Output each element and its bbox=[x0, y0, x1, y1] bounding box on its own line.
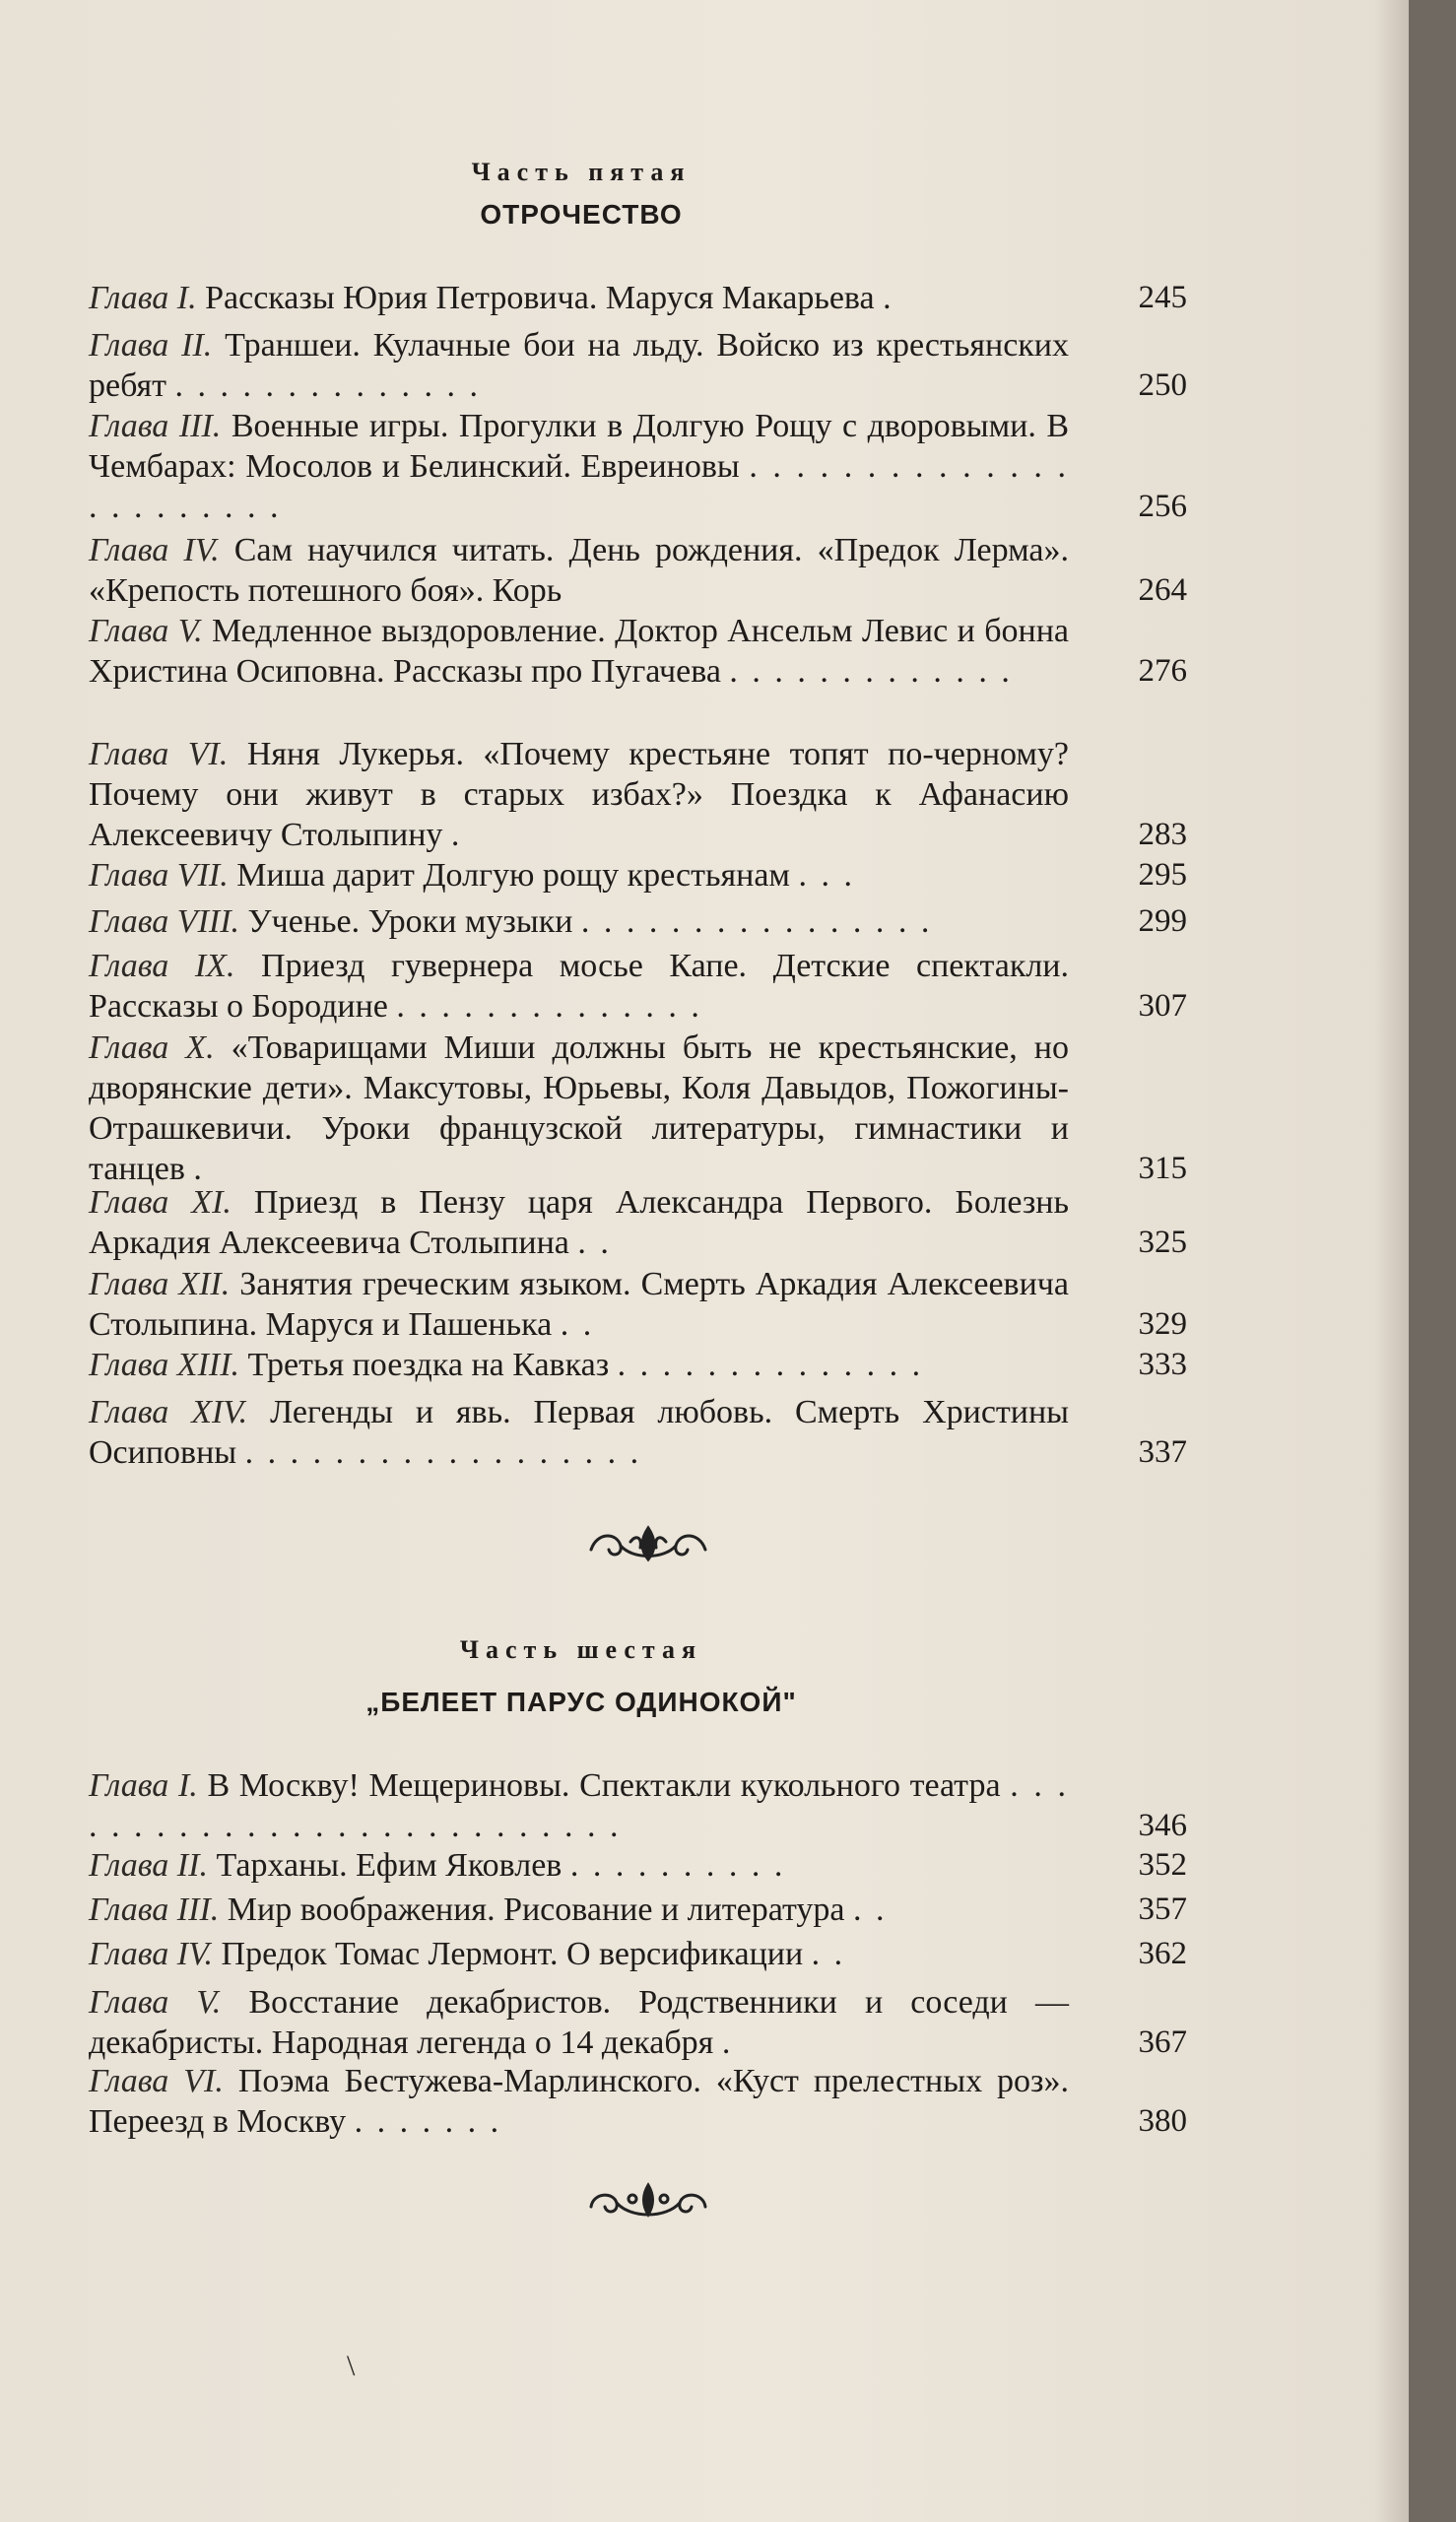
page-number: 256 bbox=[1138, 489, 1187, 524]
chapter-title: Занятия греческим языком. Смерть Аркадия Алексеевича Столыпина. Маруся и Пашенька bbox=[89, 1266, 1069, 1343]
part-six-label: Часть шестая bbox=[459, 1635, 703, 1664]
page-number: 362 bbox=[1138, 1936, 1187, 1971]
chapter-label: Глава XIII. bbox=[89, 1347, 240, 1383]
toc-entry[interactable] bbox=[89, 1765, 1187, 1846]
dot-leader: . . . . . . . . . . . . . . . . bbox=[580, 903, 933, 940]
dot-leader: . bbox=[193, 1151, 205, 1187]
chapter-label: Глава I. bbox=[89, 280, 197, 316]
chapter-title: Легенды и явь. Первая любовь. Смерть Христины Осиповны bbox=[89, 1394, 1070, 1471]
page-number: 346 bbox=[1138, 1808, 1187, 1843]
toc-entry[interactable] bbox=[89, 1028, 1187, 1189]
toc-entry[interactable] bbox=[89, 901, 1187, 942]
chapter-label: Глава VIII. bbox=[89, 903, 240, 940]
toc-entry[interactable] bbox=[89, 611, 1187, 692]
chapter-label: Глава X. bbox=[89, 1029, 215, 1066]
page-number: 352 bbox=[1138, 1847, 1187, 1883]
page-number: 250 bbox=[1138, 367, 1187, 403]
chapter-title: Приезд в Пензу царя Александра Первого. Болезнь Аркадия Алексеевича Столыпина bbox=[89, 1184, 1069, 1261]
dot-leader: . . . . . . . . . . . . . . bbox=[396, 988, 702, 1025]
toc-entry[interactable] bbox=[89, 1264, 1187, 1345]
chapter-label: Глава III. bbox=[89, 408, 222, 444]
chapter-title: Тарханы. Ефим Яковлев bbox=[216, 1847, 563, 1884]
dot-leader: . . bbox=[811, 1936, 846, 1972]
page-number: 337 bbox=[1138, 1434, 1187, 1470]
page-number: 276 bbox=[1138, 653, 1187, 689]
page-number: 295 bbox=[1138, 857, 1187, 893]
chapter-label: Глава VI. bbox=[89, 736, 229, 772]
dot-leader: . . . . . . . . . . bbox=[569, 1847, 786, 1884]
toc-entry[interactable] bbox=[89, 734, 1187, 855]
chapter-label: Глава V. bbox=[89, 613, 203, 649]
toc-entry[interactable] bbox=[89, 946, 1187, 1027]
part-six-heading bbox=[89, 1635, 1074, 1718]
part-five-title: ОТРОЧЕСТВО bbox=[480, 199, 683, 230]
dot-leader: . . . . . . . . . . . . . . . . . . . . . . . . . . . bbox=[89, 1767, 1070, 1844]
part-five-heading bbox=[89, 158, 1074, 231]
toc-entry[interactable] bbox=[89, 855, 1187, 896]
chapter-title: Третья поездка на Кавказ bbox=[247, 1347, 610, 1383]
page-number: 299 bbox=[1138, 903, 1187, 939]
chapter-title: «Товарищами Миши должны быть не крестьянские, но дворянские дети». Максутовы, Юрьевы, Коля Давыдов, Пожогины-Отрашкевичи. Уроки французской литературы, гимнастики и танцев bbox=[89, 1029, 1069, 1187]
part-six-title: „БЕЛЕЕТ ПАРУС ОДИНОКОЙ" bbox=[365, 1687, 797, 1717]
chapter-label: Глава XII. bbox=[89, 1266, 231, 1302]
chapter-title: Военные игры. Прогулки в Долгую Рощу с дворовыми. В Чембарах: Мосолов и Белинский. Евреиновы bbox=[89, 408, 1070, 485]
page-number: 283 bbox=[1138, 817, 1187, 852]
toc-entry[interactable] bbox=[89, 2061, 1187, 2142]
dot-leader: . . bbox=[852, 1892, 888, 1928]
chapter-label: Глава V. bbox=[89, 1984, 222, 2021]
chapter-label: Глава IV. bbox=[89, 532, 220, 568]
chapter-title: Приезд гувернера мосье Капе. Детские спектакли. Рассказы о Бородине bbox=[89, 948, 1069, 1025]
dot-leader: . . . bbox=[798, 857, 855, 894]
chapter-title: Поэма Бестужева-Марлинского. «Куст прелестных роз». Переезд в Москву bbox=[89, 2063, 1069, 2140]
chapter-label: Глава II. bbox=[89, 327, 213, 364]
dot-leader: . bbox=[450, 817, 463, 853]
chapter-label: Глава III. bbox=[89, 1892, 220, 1928]
dot-leader: . . bbox=[577, 1225, 612, 1261]
chapter-label: Глава VII. bbox=[89, 857, 229, 894]
chapter-title: Мир воображения. Рисование и литература bbox=[227, 1892, 845, 1928]
page-number: 357 bbox=[1138, 1892, 1187, 1927]
chapter-title: В Москву! Мещериновы. Спектакли кукольного театра bbox=[207, 1767, 1001, 1804]
toc-entry[interactable] bbox=[89, 1182, 1187, 1263]
chapter-label: Глава XI. bbox=[89, 1184, 232, 1221]
page-number: 315 bbox=[1138, 1151, 1187, 1186]
dot-leader: . . bbox=[560, 1306, 595, 1343]
chapter-label: Глава XIV. bbox=[89, 1394, 248, 1430]
part-five-label: Часть пятая bbox=[471, 158, 692, 186]
toc-entry[interactable] bbox=[89, 1890, 1187, 1930]
ornament-vignette bbox=[583, 2179, 713, 2226]
toc-entry[interactable] bbox=[89, 325, 1187, 406]
toc-entry[interactable] bbox=[89, 1392, 1187, 1473]
chapter-label: Глава IX. bbox=[89, 948, 235, 984]
dot-leader: . bbox=[721, 2024, 734, 2061]
page-number: 325 bbox=[1138, 1225, 1187, 1260]
dot-leader: . . . . . . . . . . . . . . . . . . bbox=[244, 1434, 642, 1471]
page-number: 367 bbox=[1138, 2024, 1187, 2060]
toc-entry[interactable] bbox=[89, 1345, 1187, 1385]
dot-leader: . . . . . . . . . . . . . . bbox=[617, 1347, 924, 1383]
toc-entry[interactable] bbox=[89, 278, 1187, 318]
chapter-label: Глава II. bbox=[89, 1847, 208, 1884]
chapter-title: Восстание декабристов. Родственники и соседи — декабристы. Народная легенда о 14 декабря bbox=[89, 1984, 1069, 2061]
page-number: 245 bbox=[1138, 280, 1187, 315]
toc-entry[interactable] bbox=[89, 1934, 1187, 1974]
dot-leader: . . . . . . . bbox=[354, 2103, 502, 2140]
page-number: 333 bbox=[1138, 1347, 1187, 1382]
chapter-title: Сам научился читать. День рождения. «Предок Лерма». «Крепость потешного боя». Корь bbox=[89, 532, 1069, 609]
toc-entry[interactable] bbox=[89, 1845, 1187, 1886]
dot-leader: . . . . . . . . . . . . . . . . . . . . . . . bbox=[89, 448, 1069, 525]
toc-entry[interactable] bbox=[89, 406, 1187, 527]
dot-leader: . . . . . . . . . . . . . bbox=[729, 653, 1013, 690]
page-number: 264 bbox=[1138, 572, 1187, 608]
chapter-title: Траншеи. Кулачные бои на льду. Войско из крестьянских ребят bbox=[89, 327, 1069, 404]
chapter-label: Глава VI. bbox=[89, 2063, 224, 2099]
ornament-vignette bbox=[583, 1520, 713, 1567]
toc-entry[interactable] bbox=[89, 530, 1187, 611]
chapter-title: Миша дарит Долгую рощу крестьянам bbox=[236, 857, 790, 894]
chapter-label: Глава IV. bbox=[89, 1936, 214, 1972]
chapter-title: Предок Томас Лермонт. О версификации bbox=[221, 1936, 804, 1972]
chapter-title: Няня Лукерья. «Почему крестьяне топят по-черному? Почему они живут в старых избах?» Поездка к Афанасию Алексеевичу Столыпину bbox=[89, 736, 1069, 853]
chapter-title: Ученье. Уроки музыки bbox=[247, 903, 573, 940]
chapter-label: Глава I. bbox=[89, 1767, 198, 1804]
chapter-title: Медленное выздоровление. Доктор Ансельм Левис и бонна Христина Осиповна. Рассказы про Пугачева bbox=[89, 613, 1070, 690]
page-number: 329 bbox=[1138, 1306, 1187, 1342]
page-number: 380 bbox=[1138, 2103, 1187, 2139]
ink-mark: \ bbox=[347, 2350, 356, 2382]
page-fold-shadow bbox=[1374, 0, 1409, 2522]
page-number: 307 bbox=[1138, 988, 1187, 1024]
dot-leader: . . . . . . . . . . . . . . bbox=[174, 367, 482, 404]
dot-leader: . bbox=[883, 280, 894, 316]
chapter-title: Рассказы Юрия Петровича. Маруся Макарьева bbox=[205, 280, 875, 316]
toc-entry[interactable] bbox=[89, 1982, 1187, 2063]
